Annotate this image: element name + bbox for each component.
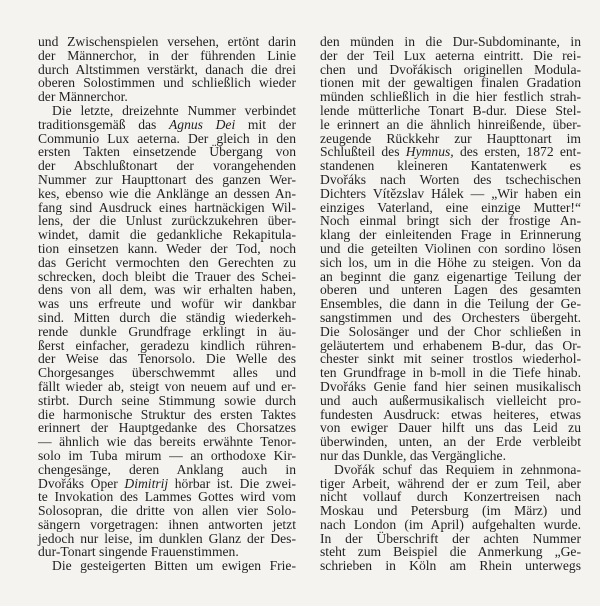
text-line: fundesten Ausdruck: etwas heiteres, etwas — [320, 406, 581, 422]
text-line: nur das Dunkle, das Vergängliche. — [320, 447, 506, 463]
text-line: sangstimmen und des Orchesters übergeht. — [320, 309, 581, 325]
text-line: Dvořáks Genie fand hier seinen musikalisch — [320, 378, 581, 394]
text-line: und auch außermusikalisch vielleicht pro- — [320, 392, 581, 408]
text-line: der Abschlußtonart der vorangehenden — [38, 158, 296, 174]
text-line: ersten Takten einsetzende Übergang von — [38, 144, 296, 160]
italic-title: Dimitrij — [124, 475, 169, 491]
text-line: rende dunkle Grundfrage erklingt in äu- — [38, 323, 296, 339]
text-line: fällt wieder ab, steigt von neuem auf und er- — [38, 378, 296, 394]
text-line: ßerst einfacher, geradezu kindlich rühren- — [38, 337, 296, 353]
text-column-right — [320, 35, 581, 573]
text-line: überwinden, unten, an der Erde verbleibt — [320, 434, 581, 450]
text-line: Ensembles, die dann in die Teilung der Ge- — [320, 296, 581, 312]
text-line: Schlußteil des Hymnus, des ersten, 1872 ent- — [320, 144, 581, 160]
text-line: geläutertem und erhabenem B-dur, das Or- — [320, 337, 581, 353]
text-line: sind. Mitten durch die ständig wiederkeh- — [38, 309, 296, 325]
text-line: ten Grundfrage in b-moll in die Tiefe hinab. — [320, 365, 581, 381]
italic-title: Hymnus, — [405, 144, 454, 160]
text-column-left — [38, 35, 296, 573]
text-line: das Gericht vermochten den Gerechten zu — [38, 254, 296, 270]
text-line: kes, ebenso wie die Anklänge an dessen An- — [38, 185, 296, 201]
text-line: tiger Arbeit, während der er zum Teil, aber — [320, 475, 581, 491]
text-line: sängern vorgetragen: ihnen antworten jetzt — [38, 516, 296, 532]
text-line: traditionsgemäß das Agnus Dei mit der — [38, 116, 296, 132]
text-line: standenen kleineren Kantatenwerk es — [320, 158, 581, 174]
text-line: und Zwischenspielen versehen, ertönt darin — [38, 34, 296, 49]
text-line: an beginnt die ganz eigenartige Teilung der — [320, 268, 581, 284]
text-line: schrieben in Köln am Rhein unterwegs — [320, 558, 581, 574]
text-line: stirbt. Durch seine Stimmung sowie durch — [38, 392, 296, 408]
text-line: dur-Tonart singende Frauenstimmen. — [38, 544, 239, 560]
text-line: münden schließlich in die hier festlich strah- — [320, 89, 581, 105]
text-line: der Weise das Tenorsolo. Die Welle des — [38, 351, 296, 367]
text-line: tion einsetzen kann. Weder der Tod, noch — [38, 240, 296, 256]
text-line: was uns erfreute und wofür wir dankbar — [38, 296, 296, 312]
text-line: jedoch nur leise, im dunklen Glanz der Des- — [38, 530, 296, 546]
italic-title: Agnus Dei — [168, 116, 236, 132]
text-line: lende mütterliche Tonart B-dur. Diese Stel- — [320, 102, 581, 118]
text-line: tionen mit der gewaltigen finalen Gradation — [320, 75, 581, 91]
text-line: oberen und unteren Lagen des gesamten — [320, 282, 581, 298]
text-line: le erinnert an die ähnlich hinreißende, über- — [320, 116, 581, 132]
text-line: lens, der die Unlust zurückzukehren über- — [38, 213, 296, 229]
text-line: Chorgesanges überschwemmt alles und — [38, 365, 296, 381]
text-line: Noch einmal bringt sich der frostige An- — [320, 213, 581, 229]
text-line: Solosopran, die dritte von allen vier Solo- — [38, 503, 296, 519]
text-line: schrecken, doch bleibt die Trauer des Schei- — [38, 268, 296, 284]
text-line: chester sinkt mit seiner trostlos wiederhol- — [320, 351, 581, 367]
text-line: sich los, um in die Höhe zu steigen. Von da — [320, 254, 581, 270]
text-line: Dvořáks nach Worten des tschechischen — [320, 171, 581, 187]
text-line: nicht vollauf durch Konzertreisen nach — [320, 489, 581, 505]
text-line: fang sind Ausdruck eines hartnäckigen Wil- — [38, 199, 296, 215]
text-line: chen und Dvořákisch originellen Modula- — [320, 61, 581, 77]
text-line: steht zum Beispiel die Anmerkung „Ge- — [320, 544, 581, 560]
text-line: zeugende Rückkehr zur Haupttonart im — [320, 130, 581, 146]
text-line: nach London (im April) aufgehalten wurde. — [320, 516, 581, 532]
text-line: die harmonische Struktur des ersten Taktes — [38, 406, 296, 422]
text-line: Die Solosänger und der Chor schließen in — [320, 323, 581, 339]
text-line: te Invokation des Lammes Gottes wird vom — [38, 489, 296, 505]
text-line: Moskau und Petersburg (im März) und — [320, 503, 581, 519]
text-line: der Männerchor. — [38, 89, 128, 105]
text-line: durch Altstimmen verstärkt, danach die drei — [38, 61, 296, 77]
text-line: Communio Lux aeterna. Der gleich in den — [38, 130, 296, 146]
text-line: der Männerchor, in der führenden Linie — [38, 47, 296, 63]
text-line: In der Überschrift der achten Nummer — [320, 530, 581, 546]
text-line: dens von all dem, was wir erhalten haben, — [38, 282, 296, 298]
text-line: Dichters Vítězslav Hálek — „Wir haben ein — [320, 185, 581, 201]
text-line: windet, damit die gedankliche Rekapitula- — [38, 227, 296, 243]
text-line: klang der einleitenden Frage in Erinnerung — [320, 227, 581, 243]
text-line: Dvořáks Oper Dimitrij hörbar ist. Die zwei- — [38, 475, 296, 491]
text-line: von ewiger Dauer hilft uns das Leid zu — [320, 420, 581, 436]
text-line: Nummer zur Haupttonart des ganzen Wer- — [38, 171, 296, 187]
text-line: und die geteilten Violinen con sordino lösen — [320, 240, 581, 256]
text-line: oberen Solostimmen und schließlich wieder — [38, 75, 296, 91]
text-line: solo im Tuba mirum — an orthodoxe Kir- — [38, 447, 296, 463]
text-line: den münden in die Dur-Subdominante, in — [320, 34, 581, 49]
text-line: Dvořák schuf das Requiem in zehnmona- — [334, 461, 581, 477]
text-line: Die gesteigerten Bitten um ewigen Frie- — [52, 558, 296, 574]
text-line: — ähnlich wie das bereits erwähnte Tenor- — [38, 434, 296, 450]
text-line: einziges Vaterland, eine einzige Mutter!“ — [320, 199, 581, 215]
text-line: erinnert der Hauptgedanke des Chorsatzes — [38, 420, 296, 436]
text-line: chengesänge, deren Anklang auch in — [38, 461, 296, 477]
text-line: der der Teil Lux aeterna eintritt. Die rei- — [320, 47, 581, 63]
text-line: Die letzte, dreizehnte Nummer verbindet — [52, 102, 296, 118]
